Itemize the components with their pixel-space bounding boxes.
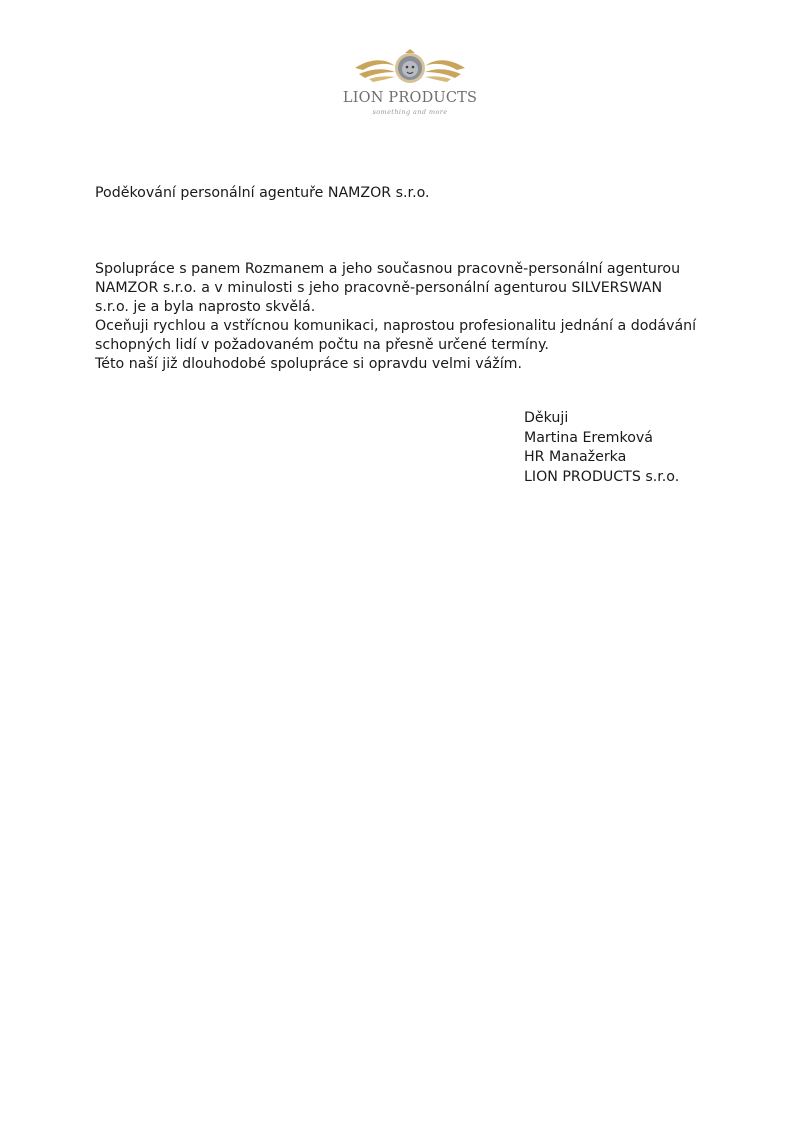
lion-crest-icon [325,48,495,90]
body-line: schopných lidí v požadovaném počtu na přesně určené termíny. [95,337,549,353]
signature-name: Martina Eremková [524,429,653,446]
body-line: Této naší již dlouhodobé spolupráce si opravdu velmi vážím. [95,356,523,372]
company-logo [325,48,495,126]
brand-tagline: something and more [372,108,448,116]
signature-block [524,409,679,487]
signature-position: HR Manažerka [524,449,627,465]
letter-title: Poděkování personální agentuře NAMZOR s.r.o. [95,185,430,201]
body-line: s.r.o. je a byla naprosto skvělá. [95,299,316,315]
brand-name: LION PRODUCTS [342,90,478,106]
signature-company: LION PRODUCTS s.r.o. [524,468,680,485]
letter-body [95,260,715,374]
body-line: NAMZOR s.r.o. a v minulosti s jeho pracovně-personální agenturou SILVERSWAN [95,280,663,296]
signature-closing: Děkuji [524,410,569,426]
body-line: Spolupráce s panem Rozmanem a jeho současnou pracovně-personální agenturou [95,261,681,277]
body-line: Oceňuji rychlou a vstřícnou komunikaci, naprostou profesionalitu jednání a dodávání [95,318,697,334]
